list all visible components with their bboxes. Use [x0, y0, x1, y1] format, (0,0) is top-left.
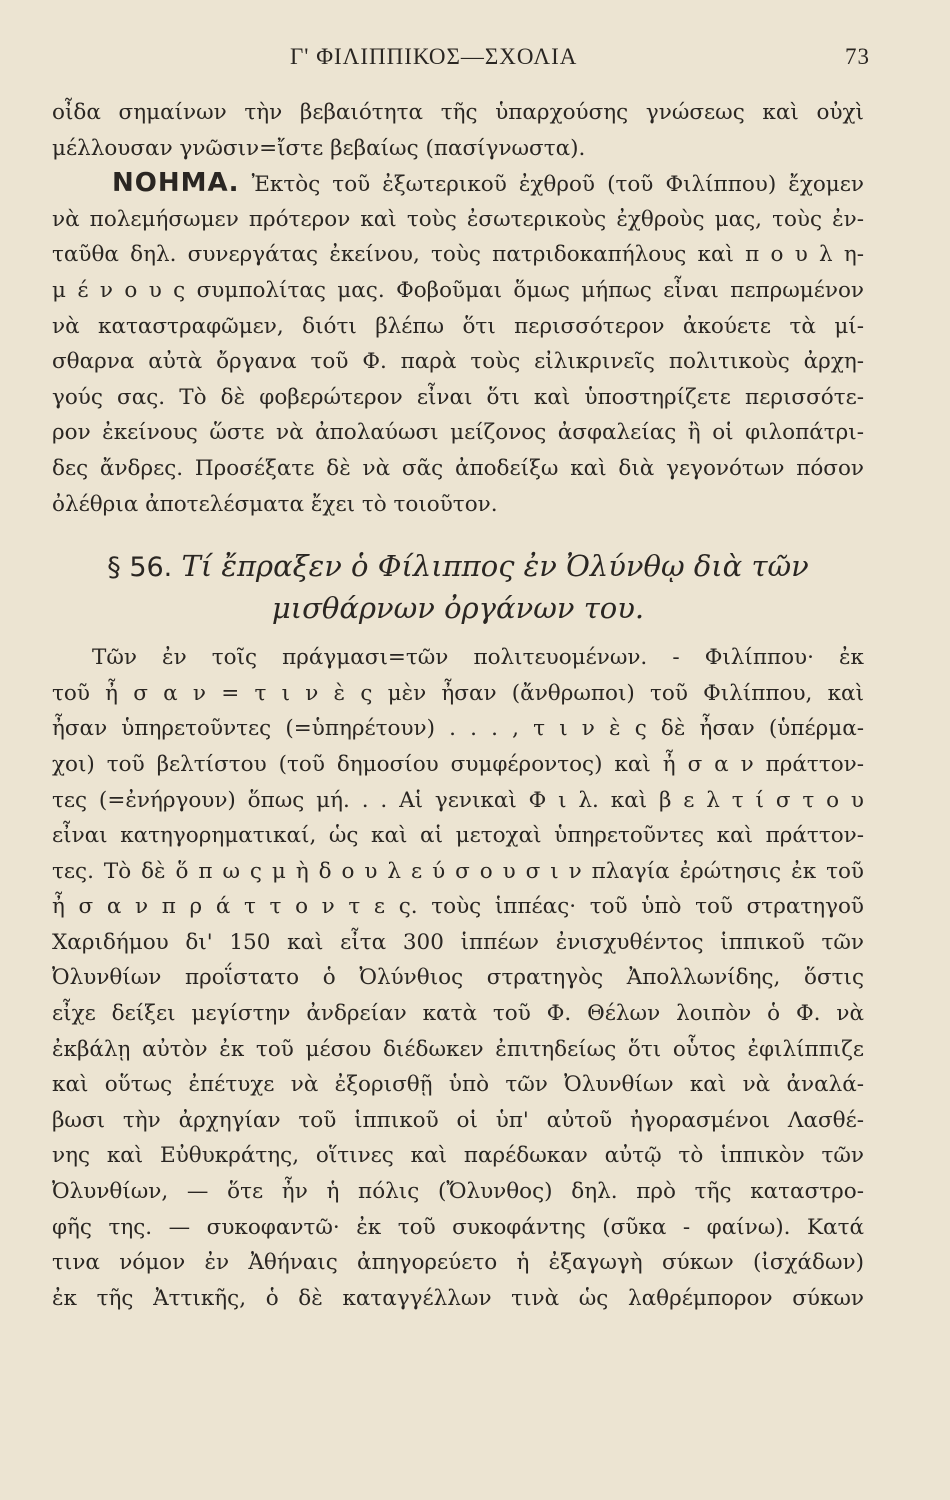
text-line: γούς σας. Τὸ δὲ φοβερώτερον εἶναι ὅτι καὶ ὑποστηρίζετε περισσότε-	[52, 384, 864, 410]
text-line: Τῶν ἐν τοῖς πράγμασι=τῶν πολιτευομένων. - Φιλίππου· ἐκ	[92, 645, 864, 671]
body-text	[52, 95, 864, 1316]
text-line: βωσι τὴν ἀρχηγίαν τοῦ ἱππικοῦ οἱ ὑπ' αὐτοῦ ἠγορασμένοι Λασθέ-	[52, 1107, 864, 1133]
text-line: μ έ ν ο υ ς συμπολίτας μας. Φοβοῦμαι ὅμως μήπως εἶναι πεπρωμένον	[52, 277, 864, 303]
running-title: Γ' ΦΙΛΙΠΠΙΚΟΣ—ΣΧΟΛΙΑ	[290, 44, 578, 69]
text-line	[52, 166, 864, 202]
text-line: τες. Τὸ δὲ ὅ π ω ς μ ὴ δ ο υ λ ε ύ σ ο υ σ ι ν πλαγία ἐρώτησις ἐκ τοῦ	[52, 858, 864, 884]
text-line: μέλλουσαν γνῶσιν=ἴστε βεβαίως (πασίγνωστα).	[52, 135, 586, 161]
paragraph-continuation	[52, 95, 864, 166]
text-line: ἐκβάλῃ αὐτὸν ἐκ τοῦ μέσου διέδωκεν ἐπιτηδείως ὅτι οὗτος ἐφιλίππιζε	[52, 1036, 864, 1062]
section-number: § 56.	[107, 552, 173, 584]
text-line: ἐκ τῆς Ἀττικῆς, ὁ δὲ καταγγέλλων τινὰ ὡς λαθρέμπορον σύκων	[52, 1285, 864, 1311]
text-line: χοι) τοῦ βελτίστου (τοῦ δημοσίου συμφέροντος) καὶ ἦ σ α ν πράττον-	[52, 751, 864, 777]
text-line: ὀλέθρια ἀποτελέσματα ἔχει τὸ τοιοῦτον.	[52, 491, 498, 517]
text-line: τοῦ ἦ σ α ν = τ ι ν ὲ ς μὲν ἦσαν (ἄνθρωποι) τοῦ Φιλίππου, καὶ	[52, 680, 864, 706]
section-heading	[52, 546, 864, 628]
commentary-body	[52, 676, 864, 1317]
noima-paragraph	[52, 166, 864, 522]
text-line: φῆς της. — συκοφαντῶ· ἐκ τοῦ συκοφάντης (σῦκα - φαίνω). Κατά	[52, 1214, 864, 1240]
text-line: εἶναι κατηγορηματικαί, ὡς καὶ αἱ μετοχαὶ ὑπηρετοῦντες καὶ πράττον-	[52, 823, 864, 849]
text-line: ἦσαν ὑπηρετοῦντες (=ὑπηρέτουν) . . . , τ ι ν ὲ ς δὲ ἦσαν (ὑπέρμα-	[52, 716, 864, 742]
page-number: 73	[845, 44, 870, 69]
text-line: νὰ καταστραφῶμεν, διότι βλέπω ὅτι περισσότερον ἀκούετε τὰ μί-	[52, 313, 864, 339]
text-line: δες ἄνδρες. Προσέξατε δὲ νὰ σᾶς ἀποδείξω καὶ διὰ γεγονότων πόσον	[52, 455, 864, 481]
text-line: Ὀλυνθίων, — ὅτε ἦν ἡ πόλις (Ὄλυνθος) δηλ. πρὸ τῆς καταστρο-	[52, 1179, 864, 1205]
text-line: ταῦθα δηλ. συνεργάτας ἐκείνου, τοὺς πατριδοκαπήλους καὶ π ο υ λ η-	[52, 242, 864, 268]
noima-label: ΝΟΗΜΑ.	[112, 168, 240, 199]
noima-text: Ἐκτὸς τοῦ ἐξωτερικοῦ ἐχθροῦ (τοῦ Φιλίππου) ἔχομεν	[251, 172, 864, 198]
commentary-paragraph	[52, 640, 864, 676]
text-line: εἶχε δείξει μεγίστην ἀνδρείαν κατὰ τοῦ Φ. Θέλων λοιπὸν ὁ Φ. νὰ	[52, 1001, 864, 1027]
text-line: τινα νόμον ἐν Ἀθήναις ἀπηγορεύετο ἡ ἐξαγωγὴ σύκων (ἰσχάδων)	[52, 1250, 864, 1276]
section-heading-line-1	[52, 546, 864, 588]
text-line: Ὀλυνθίων προΐστατο ὁ Ὀλύνθιος στρατηγὸς Ἀπολλωνίδης, ὅστις	[52, 965, 864, 991]
text-line: σθαρνα αὐτὰ ὄργανα τοῦ Φ. παρὰ τοὺς εἰλικρινεῖς πολιτικοὺς ἀρχη-	[52, 349, 864, 375]
text-line: ρον ἐκείνους ὥστε νὰ ἀπολαύωσι μείζονος ἀσφαλείας ἢ οἱ φιλοπάτρι-	[52, 420, 864, 446]
text-line: νης καὶ Εὐθυκράτης, οἵτινες καὶ παρέδωκαν αὐτῷ τὸ ἱππικὸν τῶν	[52, 1143, 864, 1169]
text-line: ἦ σ α ν π ρ ά τ τ ο ν τ ε ς. τοὺς ἱππέας· τοῦ ὑπὸ τοῦ στρατηγοῦ	[52, 894, 864, 920]
section-title-line-1: Τί ἔπραξεν ὁ Φίλιππος ἐν Ὀλύνθῳ διὰ τῶν	[181, 549, 809, 584]
text-line: οἶδα σημαίνων τὴν βεβαιότητα τῆς ὑπαρχούσης γνώσεως καὶ οὐχὶ	[52, 100, 864, 125]
section-title-line-2: μισθάρνων ὀργάνων του.	[271, 591, 645, 626]
text-line: νὰ πολεμήσωμεν πρότερον καὶ τοὺς ἐσωτερικοὺς ἐχθροὺς μας, τοὺς ἐν-	[52, 206, 864, 232]
text-line: τες (=ἐνήργουν) ὅπως μή. . . Αἱ γενικαὶ Φ ι λ. καὶ β ε λ τ ί σ τ ο υ	[52, 787, 864, 813]
text-line: Χαριδήμου δι' 150 καὶ εἶτα 300 ἱππέων ἐνισχυθέντος ἱππικοῦ τῶν	[52, 929, 864, 955]
text-line: καὶ οὕτως ἐπέτυχε νὰ ἐξορισθῇ ὑπὸ τῶν Ὀλυνθίων καὶ νὰ ἀναλά-	[52, 1072, 864, 1098]
